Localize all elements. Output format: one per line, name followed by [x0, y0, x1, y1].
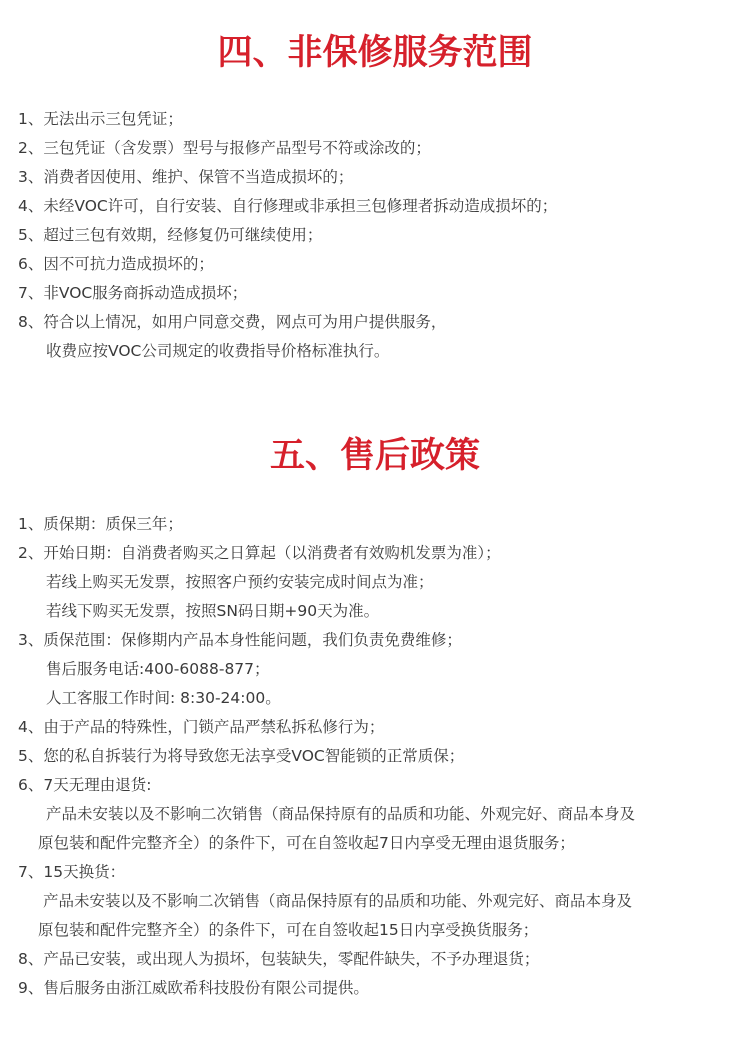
after-sales-list — [18, 510, 740, 1003]
list-item: 8、产品已安装，或出现人为损坏，包装缺失，零配件缺失，不予办理退货； — [18, 950, 540, 968]
list-item: 5、您的私自拆装行为将导致您无法享受VOC智能锁的正常质保； — [18, 747, 465, 765]
list-item: 8、符合以上情况，如用户同意交费，网点可为用户提供服务， — [18, 313, 447, 331]
list-item-continuation: 原包装和配件完整齐全）的条件下，可在自签收起15日内享受换货服务； — [38, 921, 539, 939]
list-item: 2、三包凭证（含发票）型号与报修产品型号不符或涂改的； — [18, 139, 431, 157]
list-item: 4、由于产品的特殊性，门锁产品严禁私拆私修行为； — [18, 718, 385, 736]
section-title-non-warranty: 四、非保修服务范围 — [217, 33, 533, 73]
list-item: 3、质保范围：保修期内产品本身性能问题，我们负责免费维修； — [18, 631, 462, 649]
list-item-continuation: 若线下购买无发票，按照SN码日期+90天为准。 — [46, 602, 380, 620]
list-item: 2、开始日期：自消费者购买之日算起（以消费者有效购机发票为准）； — [18, 544, 501, 562]
list-item: 7、15天换货： — [18, 863, 126, 881]
list-item-continuation: 售后服务电话:400-6088-877； — [46, 660, 270, 678]
list-item: 3、消费者因使用、维护、保管不当造成损坏的； — [18, 168, 354, 186]
list-item-continuation: 人工客服工作时间: 8:30-24:00。 — [46, 689, 281, 707]
list-item: 9、售后服务由浙江威欧希科技股份有限公司提供。 — [18, 979, 369, 997]
non-warranty-list — [18, 105, 740, 366]
section-title-after-sales: 五、售后政策 — [269, 436, 480, 476]
list-item: 1、无法出示三包凭证； — [18, 110, 183, 128]
list-item-continuation: 若线上购买无发票，按照客户预约安装完成时间点为准； — [46, 573, 434, 591]
list-item-continuation: 产品未安装以及不影响二次销售（商品保持原有的品质和功能、外观完好、商品本身及 — [46, 805, 636, 823]
list-item-continuation: 原包装和配件完整齐全）的条件下，可在自签收起7日内享受无理由退货服务； — [38, 834, 575, 852]
list-item: 6、因不可抗力造成损坏的； — [18, 255, 214, 273]
list-item: 5、超过三包有效期，经修复仍可继续使用； — [18, 226, 323, 244]
list-item: 7、非VOC服务商拆动造成损坏； — [18, 284, 248, 302]
list-item-continuation: 收费应按VOC公司规定的收费指导价格标准执行。 — [46, 342, 390, 360]
list-item: 4、未经VOC许可，自行安装、自行修理或非承担三包修理者拆动造成损坏的； — [18, 197, 558, 215]
list-item: 1、质保期：质保三年； — [18, 515, 183, 533]
list-item-continuation: 产品未安装以及不影响二次销售（商品保持原有的品质和功能、外观完好、商品本身及 — [43, 892, 633, 910]
list-item: 6、7天无理由退货: — [18, 776, 152, 794]
